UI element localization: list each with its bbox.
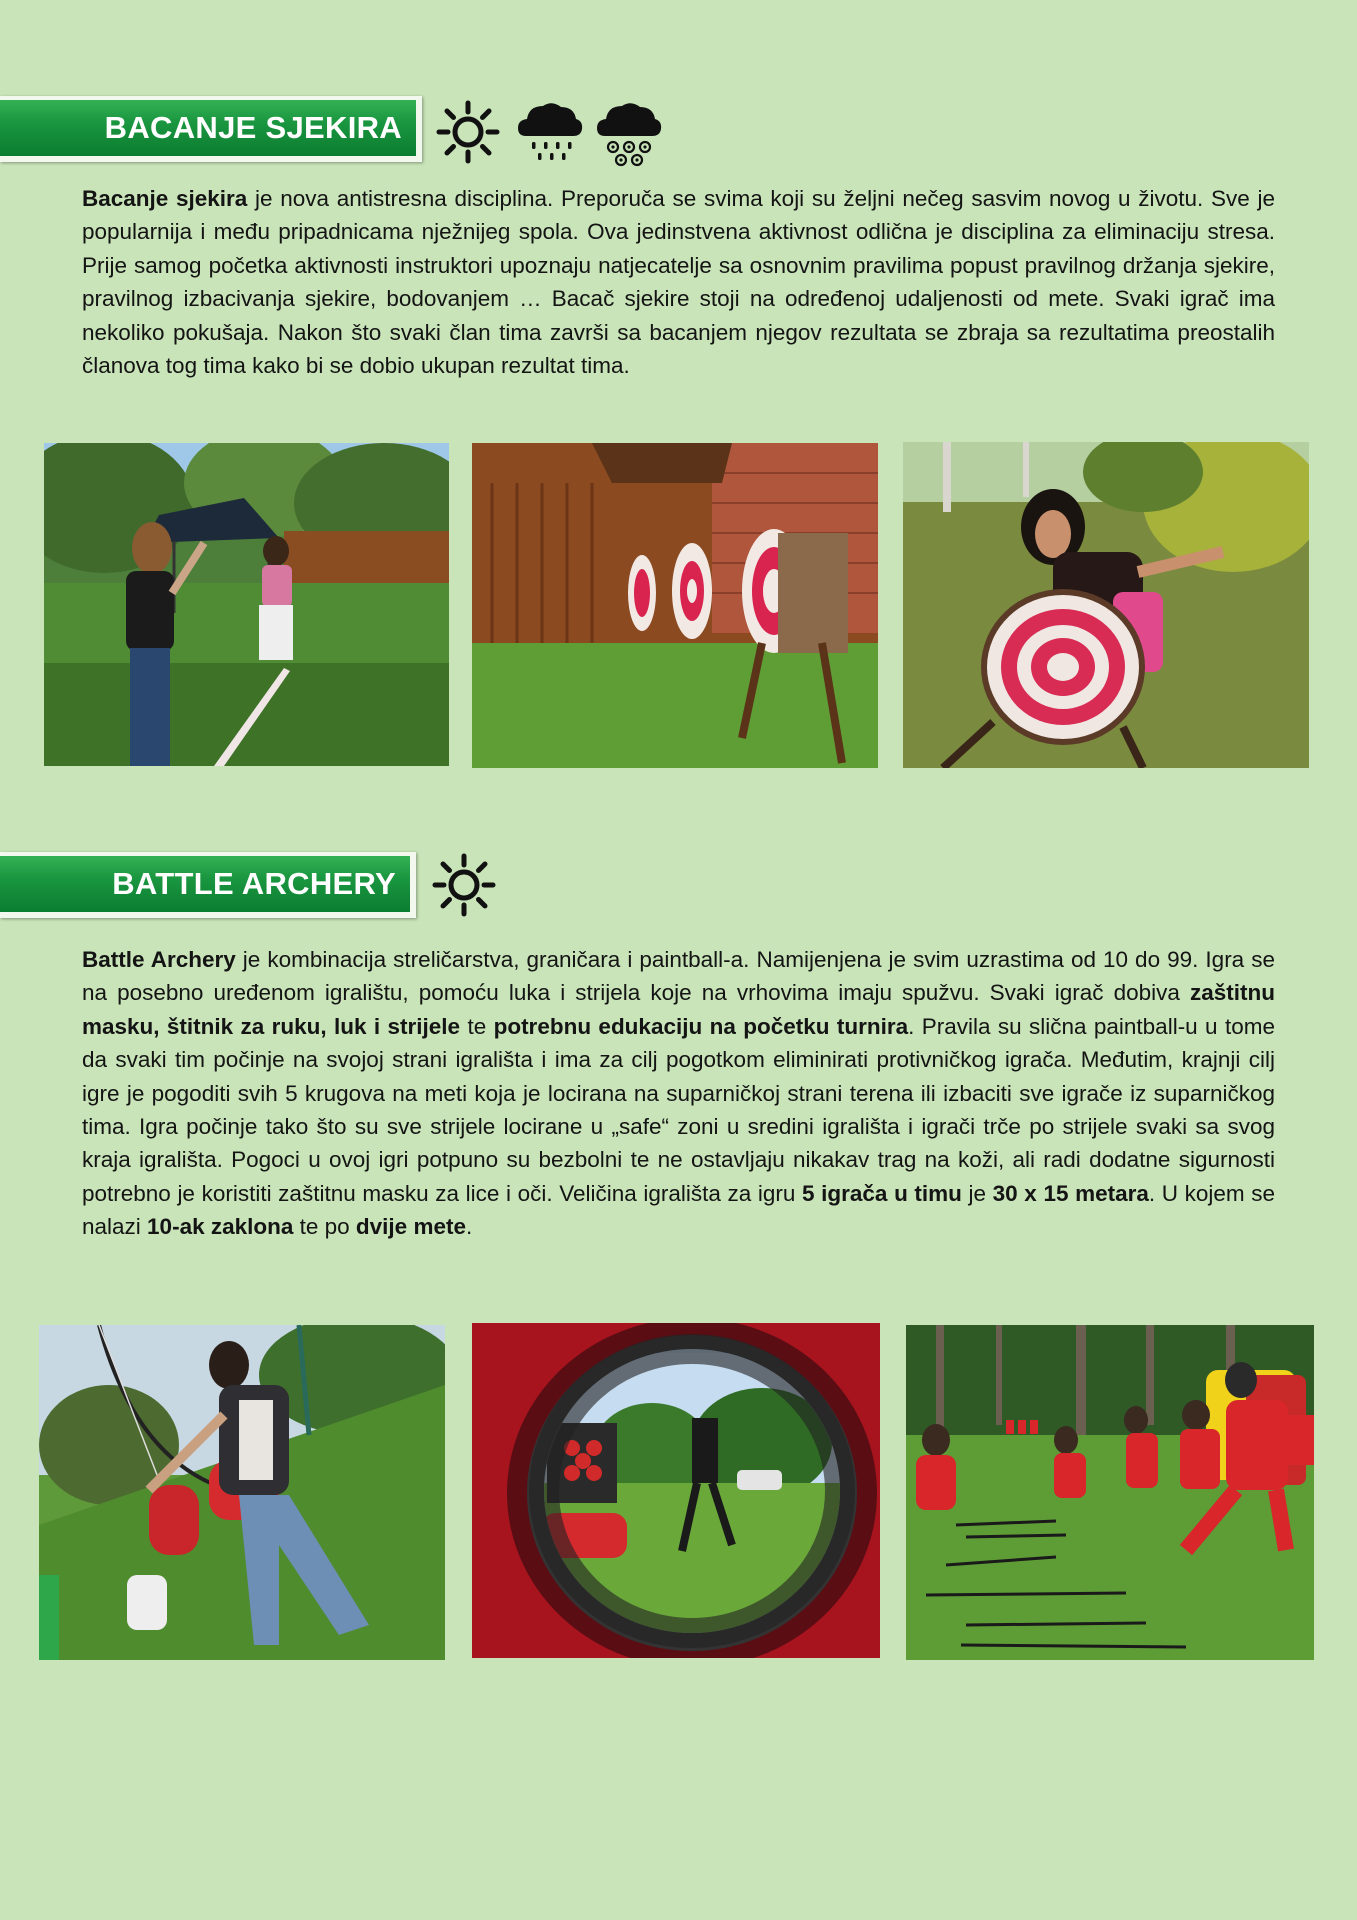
education-highlight: potrebnu edukaciju na početku turnira [493,1013,909,1039]
players-running-photo [906,1325,1314,1660]
sun-icon [432,853,496,917]
description-lead: Bacanje sjekira [82,186,248,211]
description-text: je kombinacija streličarstva, graničara i paintball-a. Namijenjena je svim uzrastima od 10 do 99. Igra se na posebno uređenom igralištu, pomoću luka i strijela koje na vrhovima imaju spužvu. Svaki igrač dobiva [82,947,1275,1006]
banner-background [0,100,416,156]
description-text: te [460,1013,494,1039]
description-text: . Pravila su slična paintball-u u tome da svaki tim počinje na svojoj strani igrališta i ima za cilj pogotkom eliminirati protivničkog igrača. Međutim, krajnji cilj igre je pogoditi svih 5 krugova na meti koja je locirana na suparničkoj strani terena ili izbaciti sve igrače iz suparničkog tima. Igra počinje tako što su sve strijele locirane u „safe“ zoni u sredini igrališta i igrači trče po strijele svaki sa svog kraja igrališta. Pogoci u ovoj igri potpuno su bezbolni te ne ostavljaju nikakav trag na koži, ali radi dodatne sigurnosti potrebno je koristiti zaštitnu masku za lice i oči. Veličina igrališta za igru [82,1013,1275,1206]
description-text: je [961,1180,993,1206]
section-title: BATTLE ARCHERY [112,866,396,901]
equipment-highlight: zaštitnu masku, štitnik za ruku, luk i strijele [82,980,1275,1039]
team-size-highlight: 5 igrača u timu [802,1180,962,1206]
rain-cloud-icon [516,98,584,164]
axe-throwing-photo [44,443,449,766]
archer-woman-photo [39,1325,445,1660]
section-title: BACANJE SJEKIRA [104,110,402,145]
view-through-bunker-photo [472,1323,880,1658]
section-banner-battle-archery [0,852,416,918]
section-banner-axe-throwing [0,96,422,162]
sun-icon [436,100,500,164]
field-size-highlight: 30 x 15 metara [992,1180,1149,1206]
axe-throwing-description [82,182,1275,382]
cover-count-highlight: 10-ak zaklona [147,1214,294,1240]
description-text: je nova antistresna disciplina. Preporuča se svima koji su željni nečeg sasvim novog u životu. Sve je popularnija i među pripadnicama nježnijeg spola. Ova jedinstvena aktivnost odlična je disciplina za eliminaciju stresa. Prije samog početka aktivnosti instruktori upoznaju natjecatelje sa osnovnim pravilima popust pravilnog držanja sjekire, pravilnog izbacivanja sjekire, bodovanjem … Bacač sjekire stoji na određenoj udaljenosti od mete. Svaki igrač ima nekoliko pokušaja. Nakon što svaki član tima završi sa bacanjem njegov rezultata se zbraja sa rezultatima preostalih članova tog tima kako bi se dobio ukupan rezultat tima. [82,186,1275,379]
axe-targets-photo [472,443,878,768]
description-lead: Battle Archery [82,947,236,972]
banner-background [0,856,410,912]
description-text: . [465,1214,473,1240]
battle-archery-description [82,943,1275,1244]
woman-with-target-photo [903,442,1309,768]
snow-cloud-icon [595,98,665,170]
description-text: . U kojem se nalazi [82,1180,1275,1240]
description-text: te po [293,1214,356,1240]
targets-highlight: dvije mete [355,1214,466,1240]
